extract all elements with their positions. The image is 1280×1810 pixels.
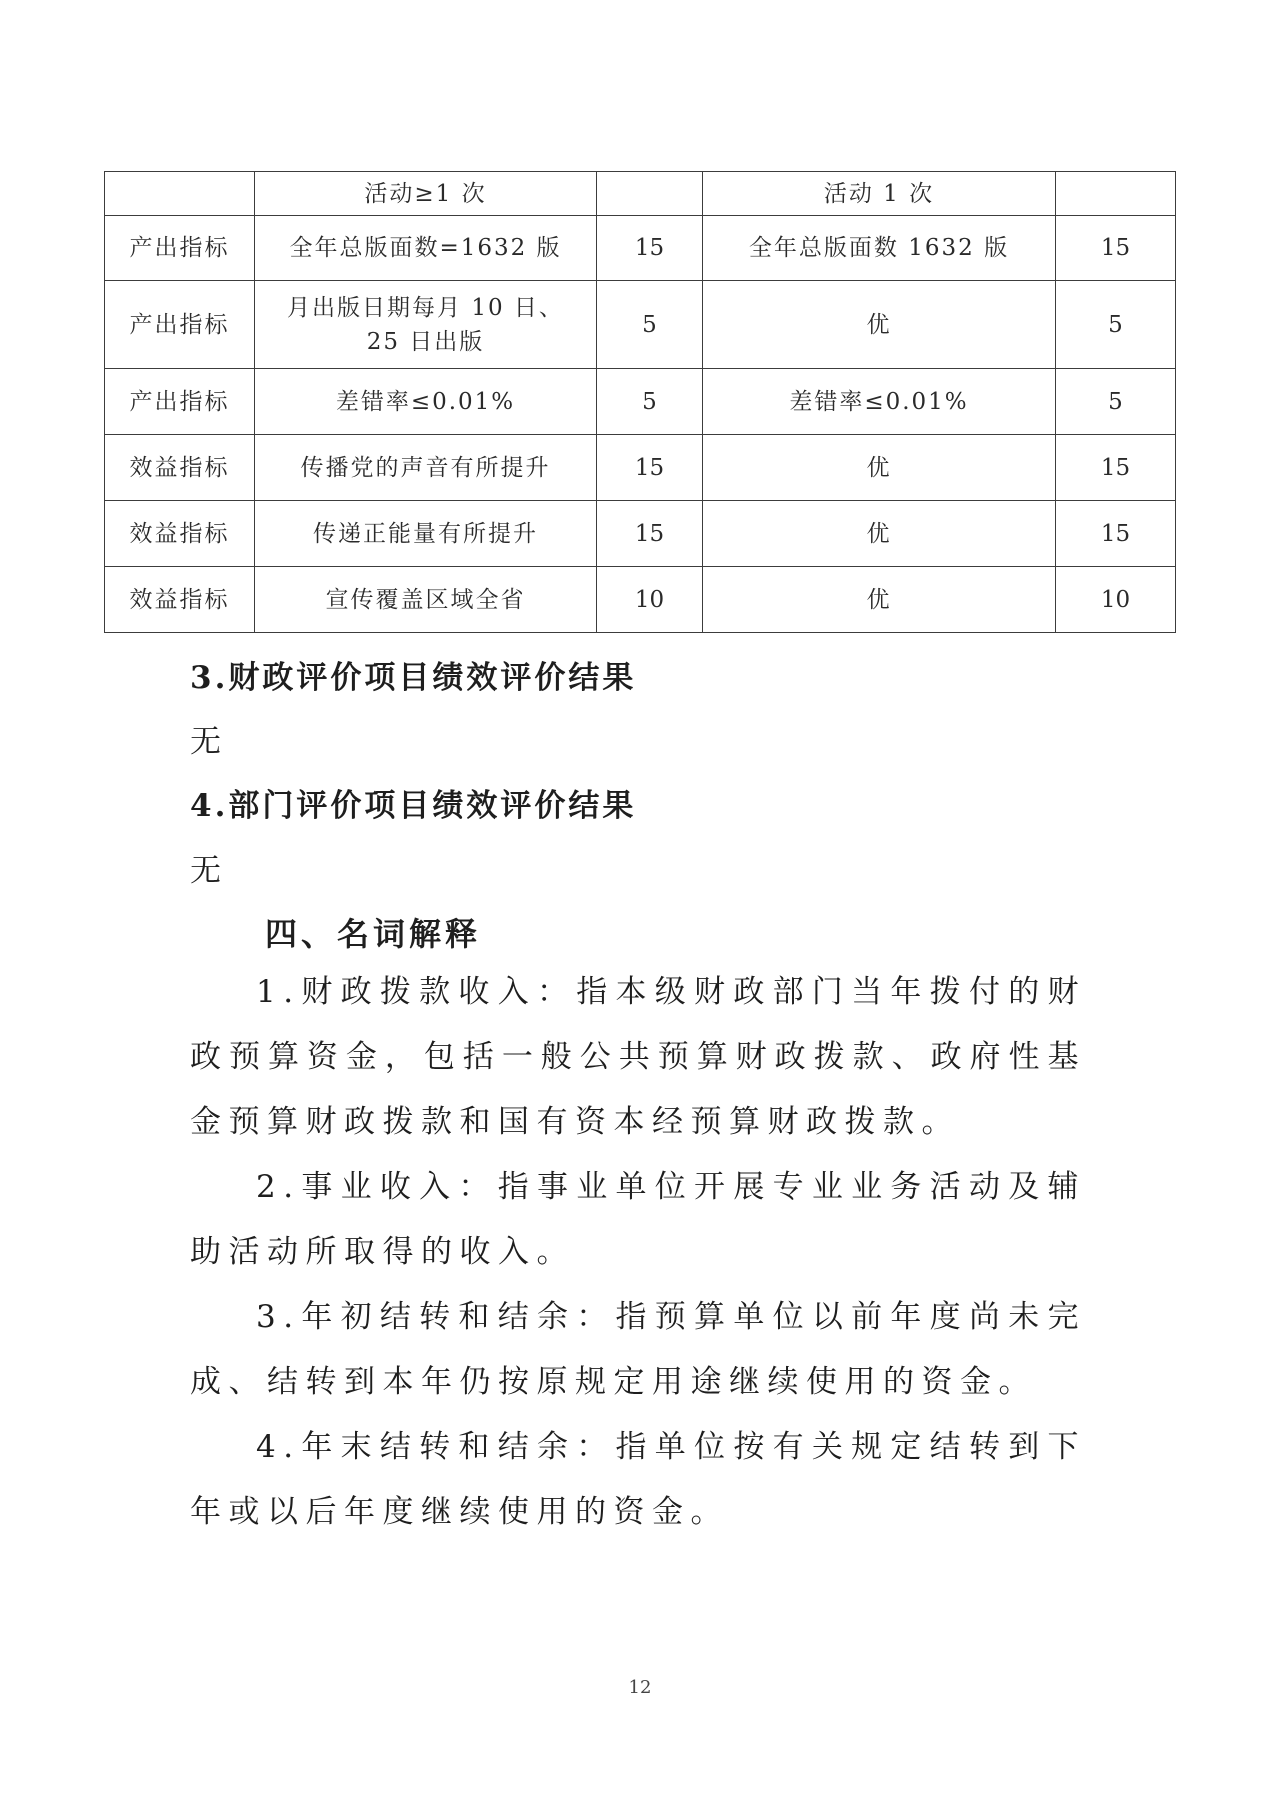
table-cell: 产出指标 <box>105 281 255 369</box>
table-cell: 全年总版面数=1632 版 <box>255 216 597 281</box>
table-row <box>105 369 1176 435</box>
table-cell: 优 <box>703 501 1056 567</box>
table-row <box>105 435 1176 501</box>
table-cell: 差错率≤0.01% <box>703 369 1056 435</box>
table-cell: 活动≥1 次 <box>255 172 597 216</box>
table-row <box>105 281 1176 369</box>
table-row <box>105 501 1176 567</box>
table-cell: 传播党的声音有所提升 <box>255 435 597 501</box>
page-number: 12 <box>628 1677 652 1698</box>
table-cell: 15 <box>597 216 703 281</box>
table-row <box>105 216 1176 281</box>
table-cell <box>105 172 255 216</box>
performance-indicator-table <box>104 171 1176 633</box>
glossary-item: 4.年末结转和结余：指单位按有关规定结转到下年或以后年度继续使用的资金。 <box>190 1429 1086 1530</box>
table-cell: 优 <box>703 567 1056 633</box>
table-cell: 效益指标 <box>105 567 255 633</box>
glossary-item: 1.财政拨款收入：指本级财政部门当年拨付的财政预算资金，包括一般公共预算财政拨款、政府性基金预算财政拨款和国有资本经预算财政拨款。 <box>190 974 1086 1140</box>
table-row <box>105 567 1176 633</box>
table-cell <box>597 172 703 216</box>
table-cell: 效益指标 <box>105 435 255 501</box>
table-cell <box>1056 172 1176 216</box>
table-cell: 全年总版面数 1632 版 <box>703 216 1056 281</box>
table-cell: 月出版日期每月 10 日、25 日出版 <box>255 281 597 369</box>
table-cell: 15 <box>1056 435 1176 501</box>
table-cell: 5 <box>597 369 703 435</box>
table-cell: 优 <box>703 281 1056 369</box>
table-cell: 15 <box>597 435 703 501</box>
table-cell: 15 <box>1056 216 1176 281</box>
table-cell: 优 <box>703 435 1056 501</box>
department-evaluation-result: 无 <box>190 853 223 889</box>
finance-evaluation-heading: 3.财政评价项目绩效评价结果 <box>190 660 637 696</box>
table-cell: 宣传覆盖区域全省 <box>255 567 597 633</box>
glossary-item: 3.年初结转和结余：指预算单位以前年度尚未完成、结转到本年仍按原规定用途继续使用的资金。 <box>190 1299 1086 1400</box>
table-cell: 5 <box>1056 281 1176 369</box>
table-cell: 10 <box>597 567 703 633</box>
table-cell: 15 <box>597 501 703 567</box>
table-cell: 10 <box>1056 567 1176 633</box>
table-row <box>105 172 1176 216</box>
table-cell: 传递正能量有所提升 <box>255 501 597 567</box>
department-evaluation-heading: 4.部门评价项目绩效评价结果 <box>190 788 637 824</box>
table-cell: 活动 1 次 <box>703 172 1056 216</box>
table-cell: 15 <box>1056 501 1176 567</box>
table-cell: 5 <box>1056 369 1176 435</box>
table-cell: 差错率≤0.01% <box>255 369 597 435</box>
finance-evaluation-result: 无 <box>190 724 223 760</box>
glossary-item: 2.事业收入：指事业单位开展专业业务活动及辅助活动所取得的收入。 <box>190 1169 1086 1270</box>
glossary-title: 四、名词解释 <box>265 915 482 953</box>
table-cell: 5 <box>597 281 703 369</box>
table-cell: 效益指标 <box>105 501 255 567</box>
table-cell: 产出指标 <box>105 216 255 281</box>
table-cell: 产出指标 <box>105 369 255 435</box>
